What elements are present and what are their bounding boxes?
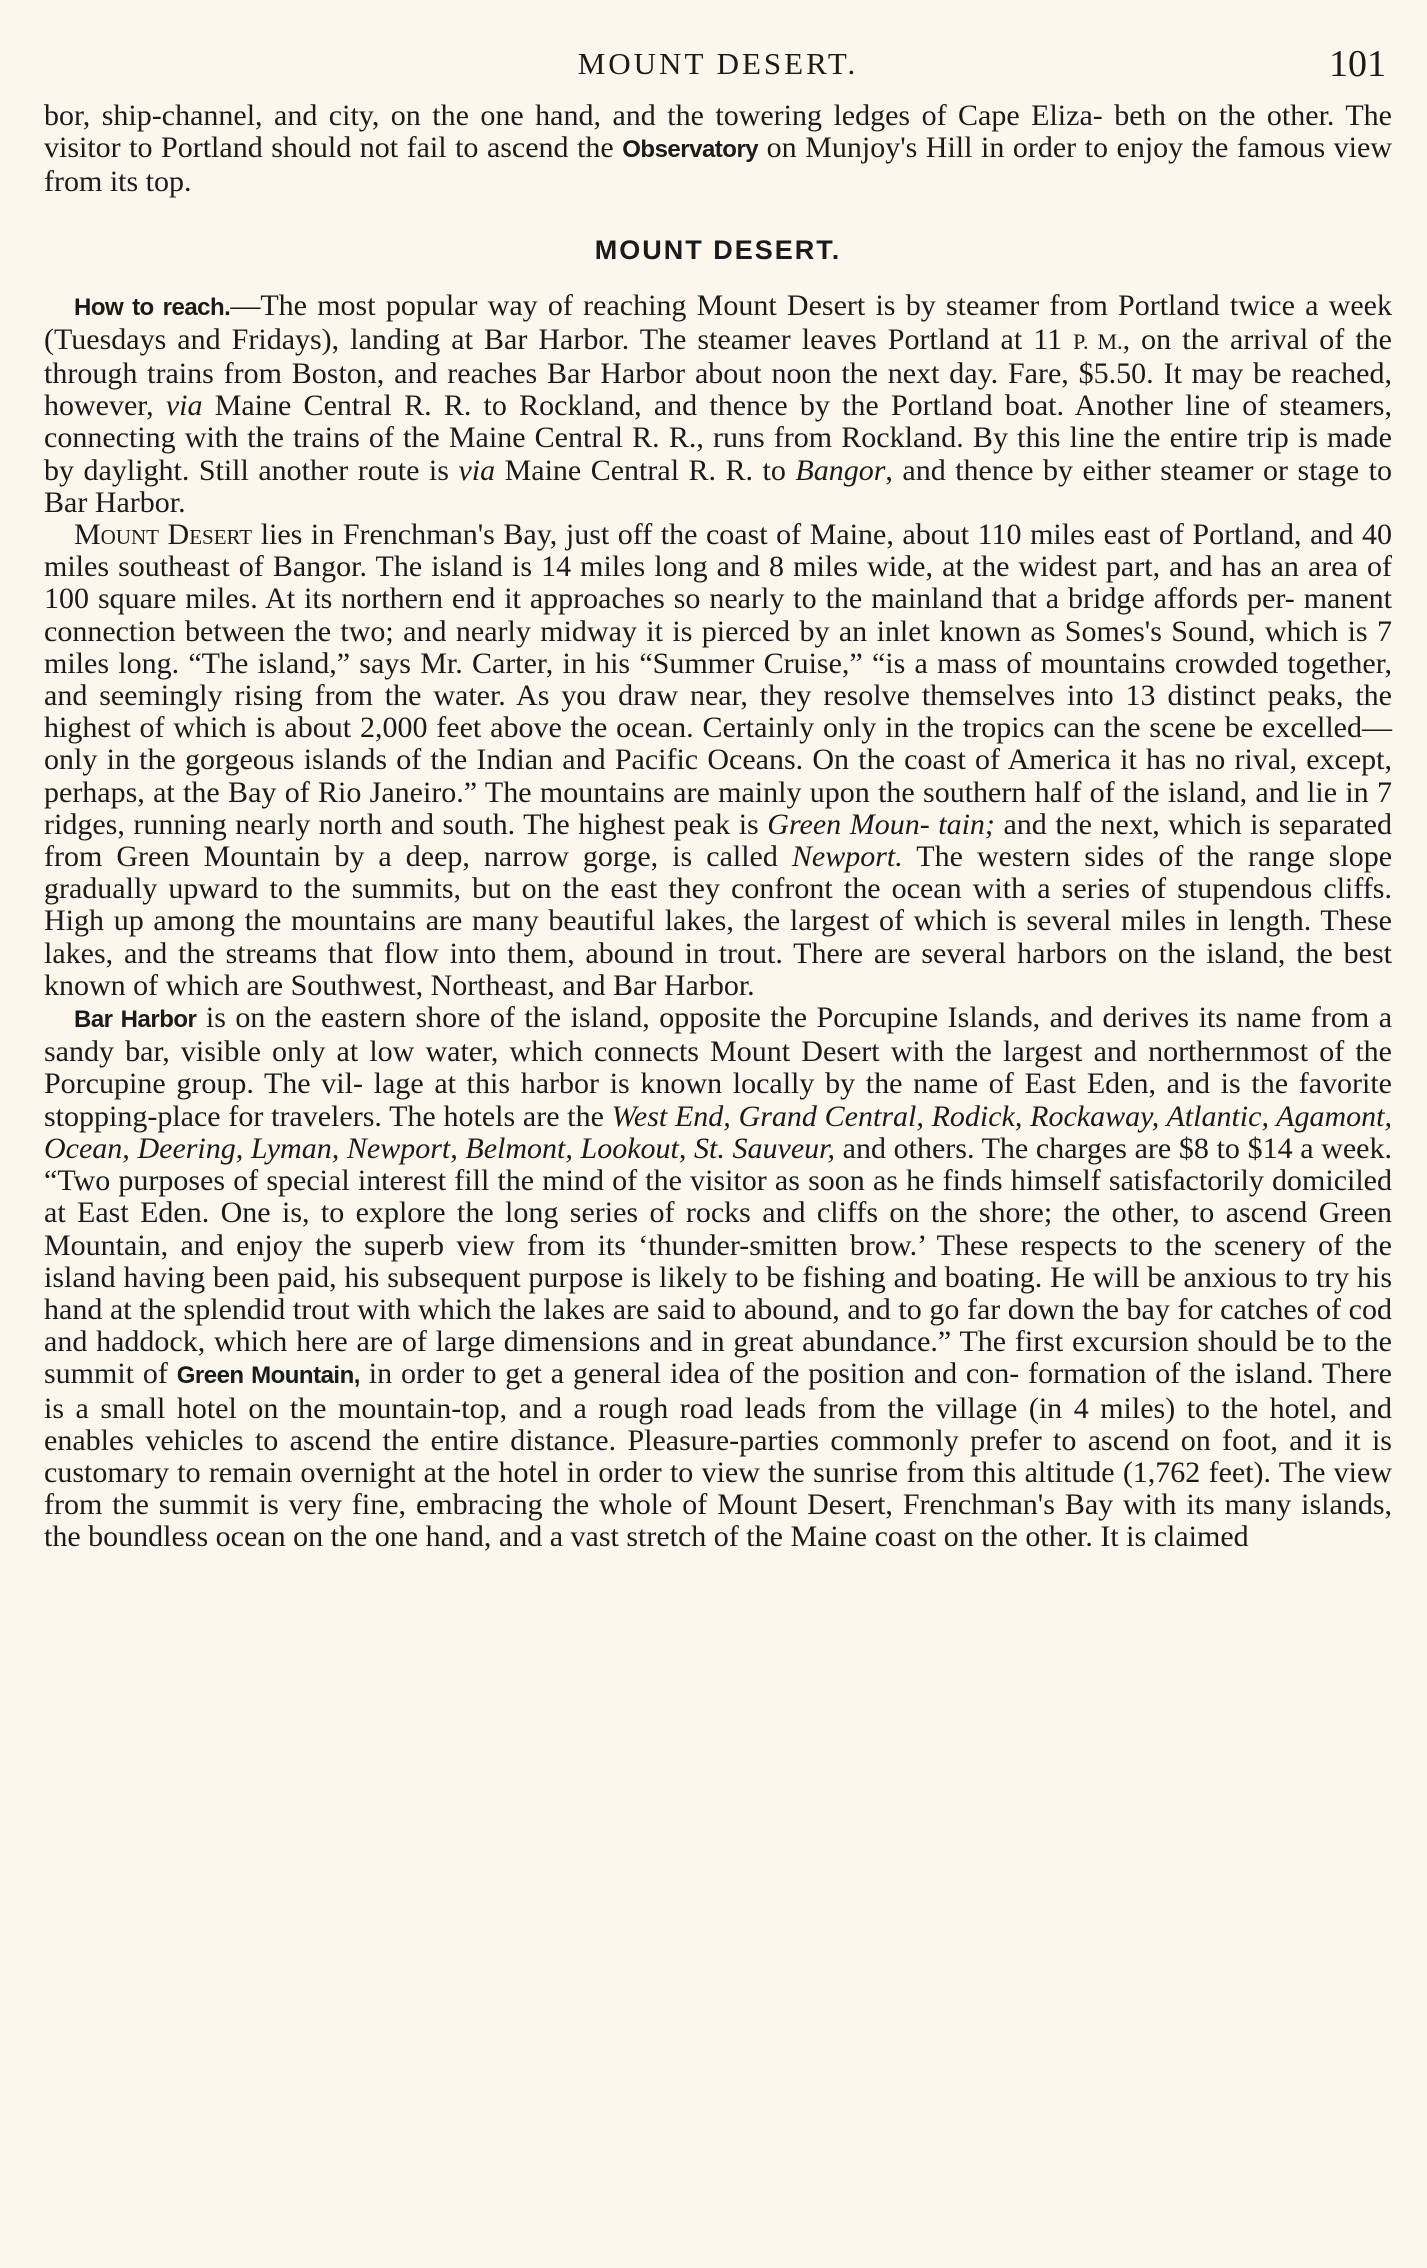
bold-term-observatory: Observatory	[622, 136, 759, 164]
italic-newport: Newport.	[791, 840, 903, 874]
text-run: The western sides of the range slope gradually upward to the summits, but on the east they confront the ocean with a series of stupendous cliffs. High up among the mountains are many beautiful lakes, the largest of which is several miles in length. These lakes, and the streams that flow into them, abound in trout. There are several harbors on the island, the best known of which are Southwest, Northeast, and Bar Harbor.	[44, 840, 1393, 1002]
text-run: and the next, which is separated from Green Mountain by a deep, narrow gorge, is called	[44, 807, 1392, 874]
italic-via: via	[458, 453, 496, 487]
section-title: MOUNT DESERT.	[594, 234, 842, 265]
paragraph-bar-harbor	[44, 1002, 1392, 1553]
text-run: on Munjoy's Hill in order to enjoy the famous view from its top.	[44, 131, 1392, 199]
text-run: is on the eastern shore of the island, opposite the Porcupine Islands, and derives its name from a sandy bar, visible only at low water, which connects Mount Desert with the largest and northernmost of the Porcupine group. The vil- lage at this harbor is known locally by the name of East Eden, and is the favorite stopping-place for travelers. The hotels are the	[44, 1001, 1393, 1133]
lead-heading-how-to-reach: How to reach.	[74, 293, 231, 321]
smallcaps-mount-desert: Mount Desert	[74, 518, 253, 552]
text-run: lies in Frenchman's Bay, just off the coast of Maine, about 110 miles east of Portland, and 40 miles southeast of Bangor. The island is 14 miles long and 8 miles wide, at the widest part, and has an area of 100 square miles. At its northern end it approaches so nearly to the mainland that a bridge affords per- manent connection between the two; and nearly midway it is pierced by an inlet known as Somes's Sound, which is 7 miles long. “The island,” says Mr. Carter, in his “Summer Cruise,” “is a mass of mountains crowded together, and seemingly rising from the water. As you draw near, they resolve themselves into 13 distinct peaks, the highest of which is about 2,000 feet above the ocean. Certainly only in the tropics can the scene be excelled—only in the gorgeous islands of the Indian and Pacific Oceans. On the coast of America it has no rival, except, perhaps, at the Bay of Rio Janeiro.” The mountains are mainly upon the southern half of the island, and lie in 7 ridges, running nearly north and south. The highest peak is	[44, 518, 1392, 841]
lead-heading-bar-harbor: Bar Harbor	[74, 1006, 197, 1034]
running-head	[44, 36, 1392, 100]
running-title: MOUNT DESERT.	[577, 46, 859, 81]
italic-hotel-list: West End, Grand Central, Rodick, Rockaway, Atlantic, Agamont, Ocean, Deering, Lyman, Newport, Belmont, Lookout, St. Sauveur,	[44, 1099, 1392, 1165]
text-run: , on the arrival of the through trains from Boston, and reaches Bar Harbor about noon the next day. Fare, $5.50. It may be reached, however,	[44, 322, 1393, 423]
italic-bangor: Bangor	[795, 453, 886, 487]
text-run: —The most popular way of reaching Mount Desert is by steamer from Portland twice a week (Tuesdays and Fridays), landing at Bar Harbor. The steamer leaves Portland at 11	[44, 288, 1392, 356]
text-run: in order to get a general idea of the position and con- formation of the island. There is a small hotel on the mountain-top, and a rough road leads from the village (in 4 miles) to the hotel, and enables vehicles to ascend the entire distance. Pleasure-parties commonly prefer to ascend on foot, and it is customary to remain overnight at the hotel in order to view the sunrise from this altitude (1,762 feet). The view from the summit is very fine, embracing the whole of Mount Desert, Frenchman's Bay with its many islands, the boundless ocean on the one hand, and a vast stretch of the Maine coast on the other. It is claimed	[44, 1357, 1393, 1554]
paragraph-portland-continued	[44, 100, 1392, 199]
italic-green-mountain: Green Moun- tain;	[767, 807, 995, 841]
paragraph-how-to-reach	[44, 290, 1392, 519]
bold-term-green-mountain: Green Mountain,	[176, 1362, 360, 1390]
text-run: , and thence by either steamer or stage to Bar Harbor.	[44, 453, 1393, 519]
text-run: Maine Central R. R. to Rockland, and thence by the Portland boat. Another line of steamers, connecting with the trains of the Maine Central R. R., runs from Rockland. By this line the entire trip is made by daylight. Still another route is	[44, 389, 1392, 487]
text-run: bor, ship-channel, and city, on the one hand, and the towering ledges of Cape Eliza- beth on the other. The visitor to Portland should not fail to ascend the	[44, 99, 1392, 165]
paragraph-mount-desert-description	[44, 519, 1392, 1002]
time-pm: P. M.	[1073, 328, 1123, 354]
text-run: and others. The charges are $8 to $14 a week. “Two purposes of special interest fill the mind of the visitor as soon as he finds himself satisfactorily domiciled at East Eden. One is, to explore the long series of rocks and cliffs on the shore; the other, to ascend Green Mountain, and enjoy the superb view from its ‘thunder-smitten brow.’ These respects to the scenery of the island having been paid, his subsequent purpose is likely to be fishing and boating. He will be anxious to try his hand at the splendid trout with which the lakes are said to abound, and to go far down the bay for catches of cod and haddock, which here are of large dimensions and in great abundance.” The first excursion should be to the summit of	[44, 1131, 1393, 1391]
page-number: 101	[1329, 43, 1386, 85]
book-page	[44, 36, 1392, 1554]
text-run: Maine Central R. R. to	[495, 453, 796, 487]
italic-via: via	[165, 389, 203, 423]
